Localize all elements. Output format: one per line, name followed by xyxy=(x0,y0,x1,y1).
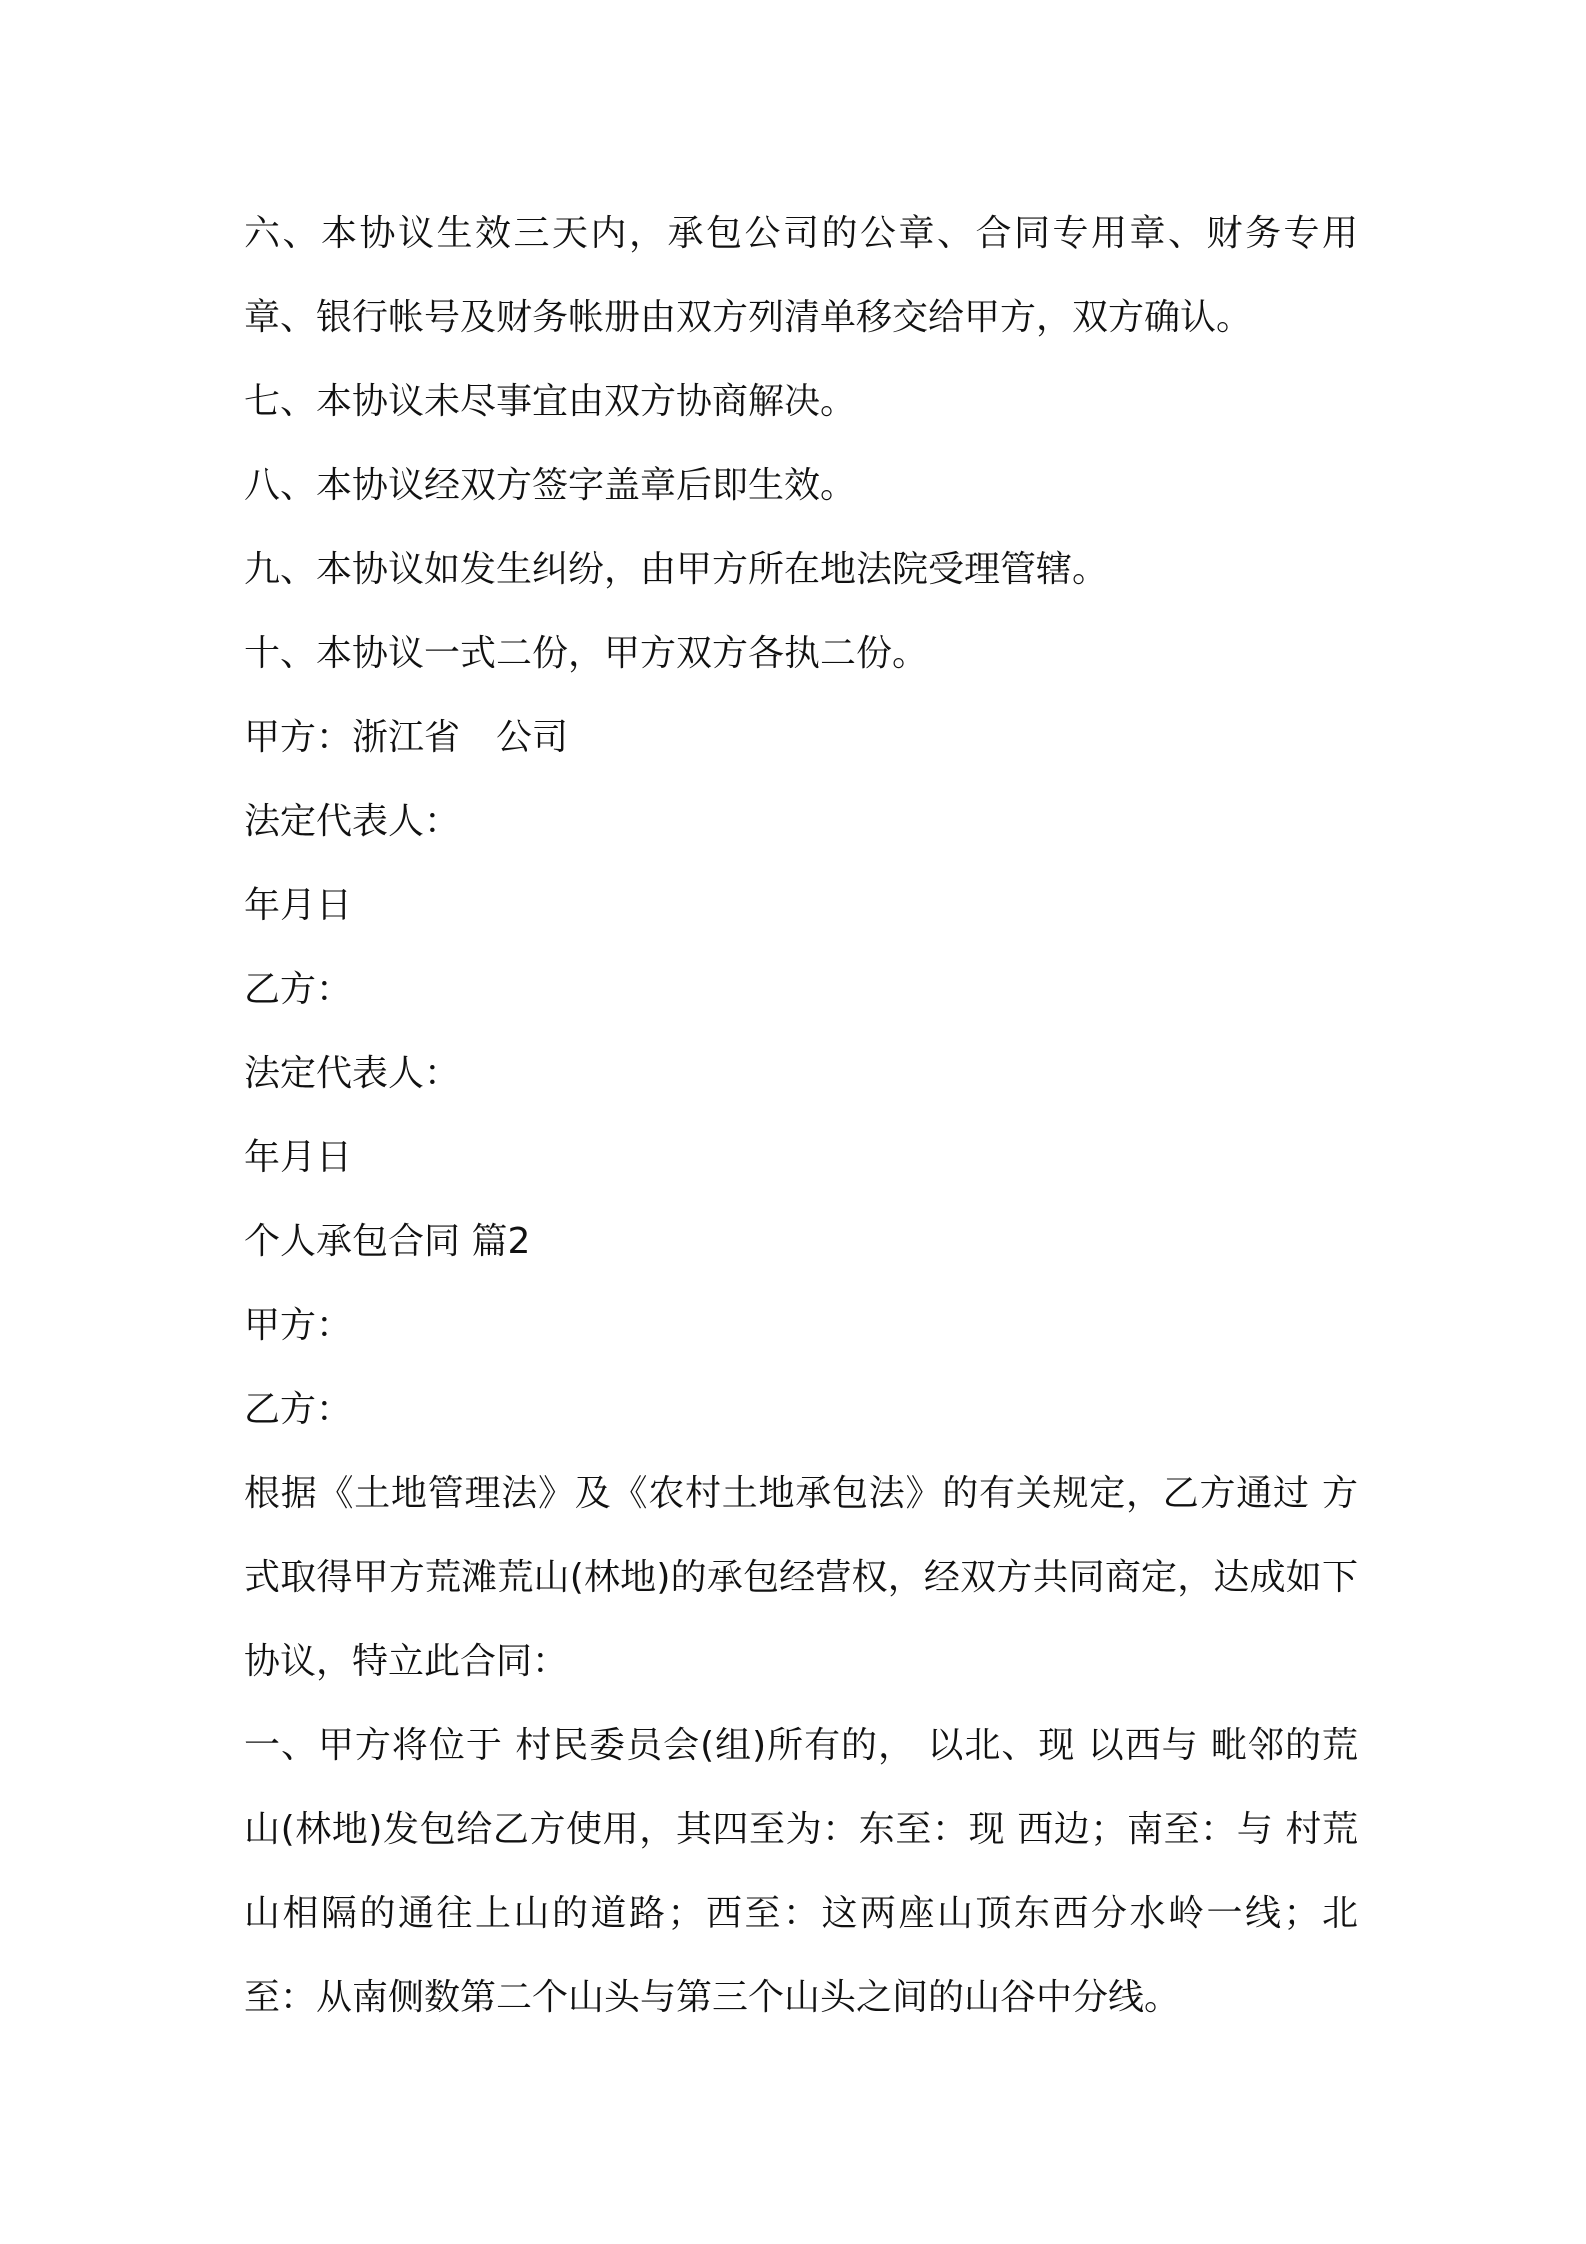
contract2-preamble: 根据《土地管理法》及《农村土地承包法》的有关规定，乙方通过 方式取得甲方荒滩荒山(林地)的承包经营权，经双方共同商定，达成如下协议，特立此合同： xyxy=(244,1473,1358,1682)
document-body xyxy=(244,192,1358,2040)
contract2-clause-1: 一、甲方将位于 村民委员会(组)所有的， 以北、现 以西与 毗邻的荒山(林地)发包给乙方使用，其四至为：东至：现 西边；南至：与 村荒山相隔的通往上山的道路；西至：这两座山顶东西分水岭一线；北至：从南侧数第二个山头与第三个山头之间的山谷中分线。 xyxy=(244,1725,1358,2018)
party-a-line: 甲方：浙江省 公司 xyxy=(244,717,569,758)
clause-9: 九、本协议如发生纠纷，由甲方所在地法院受理管辖。 xyxy=(244,549,1109,590)
party-b-representative: 法定代表人： xyxy=(244,1053,461,1094)
party-a-date: 年月日 xyxy=(244,885,353,926)
clause-7: 七、本协议未尽事宜由双方协商解决。 xyxy=(244,381,857,422)
party-a-representative: 法定代表人： xyxy=(244,801,461,842)
party-b-date: 年月日 xyxy=(244,1137,353,1178)
clause-8: 八、本协议经双方签字盖章后即生效。 xyxy=(244,465,857,506)
section-heading: 个人承包合同 篇2 xyxy=(244,1221,531,1262)
contract2-party-a: 甲方： xyxy=(244,1305,353,1346)
contract2-party-b: 乙方： xyxy=(244,1389,353,1430)
party-b-line: 乙方： xyxy=(244,969,353,1010)
clause-6: 六、本协议生效三天内，承包公司的公章、合同专用章、财务专用章、银行帐号及财务帐册由双方列清单移交给甲方，双方确认。 xyxy=(244,213,1358,338)
clause-10: 十、本协议一式二份，甲方双方各执二份。 xyxy=(244,633,929,674)
